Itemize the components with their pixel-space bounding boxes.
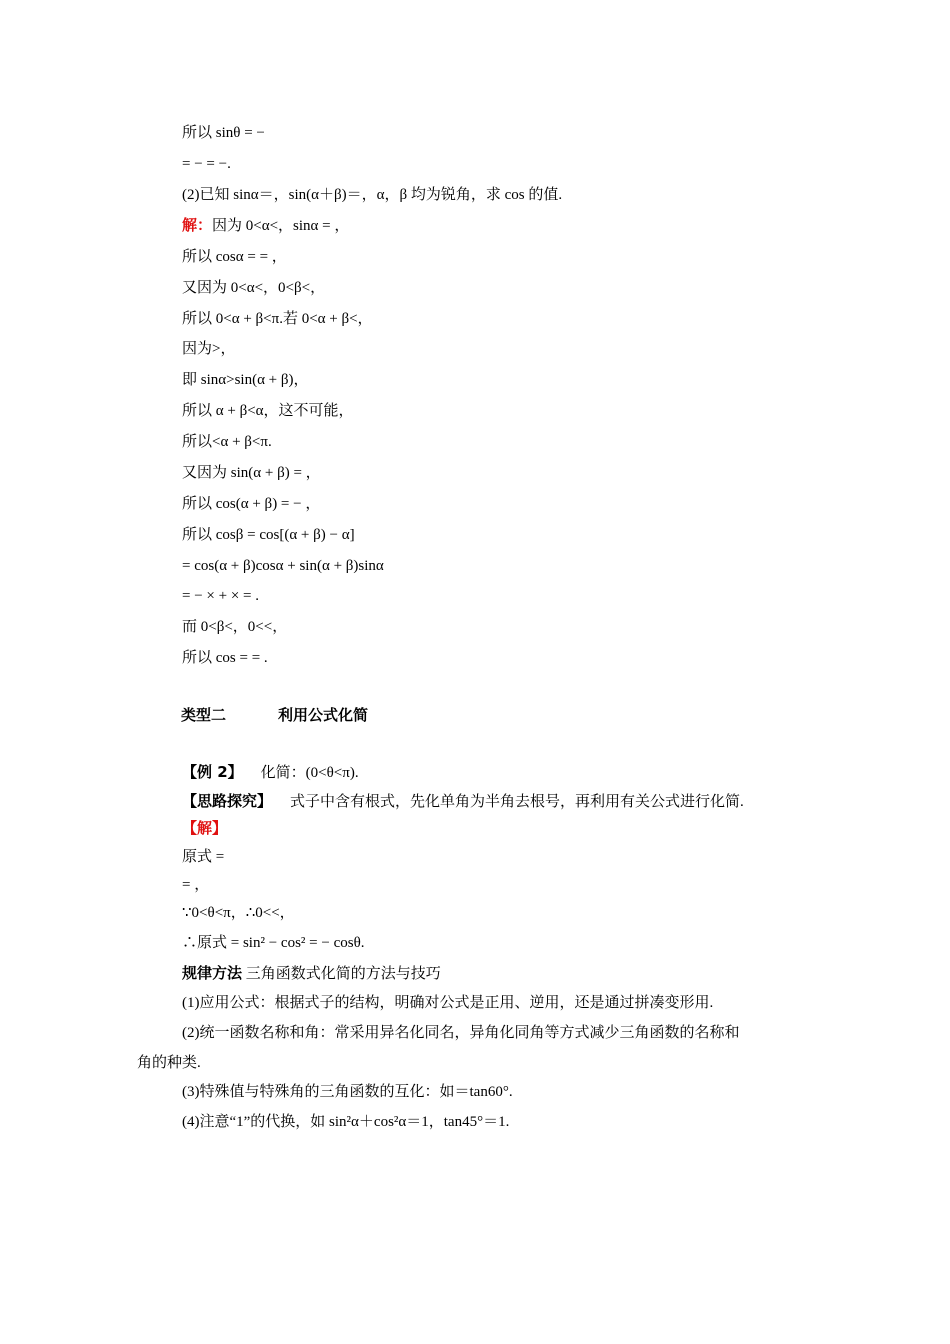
line-2: = − = −. (182, 156, 231, 172)
example-line (182, 762, 359, 783)
line-16: = − × + × = . (182, 588, 260, 604)
example-text: 化简：(0<θ<π). (260, 765, 359, 781)
answer-line (182, 216, 349, 236)
line-12: 又因为 sin(α + β) = ， (182, 465, 321, 481)
step-4: ∴原式 = sin² − cos² = − cosθ. (182, 935, 365, 951)
line-1: 所以 sinθ = − (182, 125, 265, 141)
step-3: ∵0<θ<π，∴0<<， (182, 905, 295, 921)
method-item-1: (1)应用公式：根据式子的结构，明确对公式是正用、逆用，还是通过拼凑变形用. (182, 995, 714, 1011)
solution-label-line (182, 819, 227, 839)
hint-text: 式子中含有根式，先化单角为半角去根号，再利用有关公式进行化简. (290, 794, 744, 810)
line-15: = cos(α + β)cosα + sin(α + β)sinα (182, 558, 384, 574)
line-13: 所以 cos(α + β) = − ， (182, 496, 321, 512)
line-3: (2)已知 sinα＝，sin(α＋β)＝，α，β 均为锐角，求 cos 的值. (182, 187, 563, 203)
line-8: 因为>， (182, 341, 236, 357)
method-title: 三角函数式化简的方法与技巧 (245, 966, 441, 982)
method-item-3: (3)特殊值与特殊角的三角函数的互化：如＝tan60°. (182, 1084, 513, 1100)
line-11: 所以<α + β<π. (182, 434, 272, 450)
section-heading (181, 705, 368, 725)
line-14: 所以 cosβ = cos[(α + β) − α] (182, 527, 355, 543)
line-9: 即 sinα>sin(α + β)， (182, 372, 309, 388)
hint-label: 【思路探究】 (182, 792, 273, 810)
line-5: 所以 cosα = = ， (182, 249, 287, 265)
line-18: 所以 cos = = . (182, 650, 268, 666)
section-title: 利用公式化简 (278, 706, 369, 724)
solution-label: 【解】 (182, 821, 228, 837)
line-6: 又因为 0<α<，0<β<， (182, 280, 326, 296)
method-item-4: (4)注意“1”的代换，如 sin²α＋cos²α＝1，tan45°＝1. (182, 1114, 510, 1130)
step-2: = ， (182, 877, 210, 893)
method-item-2-cont: 角的种类. (137, 1055, 201, 1071)
line-10: 所以 α + β<α，这不可能， (182, 403, 354, 419)
step-1: 原式 = (182, 849, 225, 865)
line-7: 所以 0<α + β<π.若 0<α + β<， (182, 311, 373, 327)
line-17: 而 0<β<，0<<， (182, 619, 288, 635)
answer-label: 解： (182, 218, 213, 234)
answer-text: 因为 0<α<，sinα = ， (212, 218, 350, 234)
method-item-2: (2)统一函数名称和角：常采用异名化同名，异角化同角等方式减少三角函数的名称和 (182, 1025, 740, 1041)
method-line (182, 963, 441, 984)
hint-line (182, 791, 744, 812)
section-type-label: 类型二 (181, 706, 227, 724)
example-label: 【例 2】 (182, 763, 243, 781)
method-label: 规律方法 (182, 964, 243, 982)
